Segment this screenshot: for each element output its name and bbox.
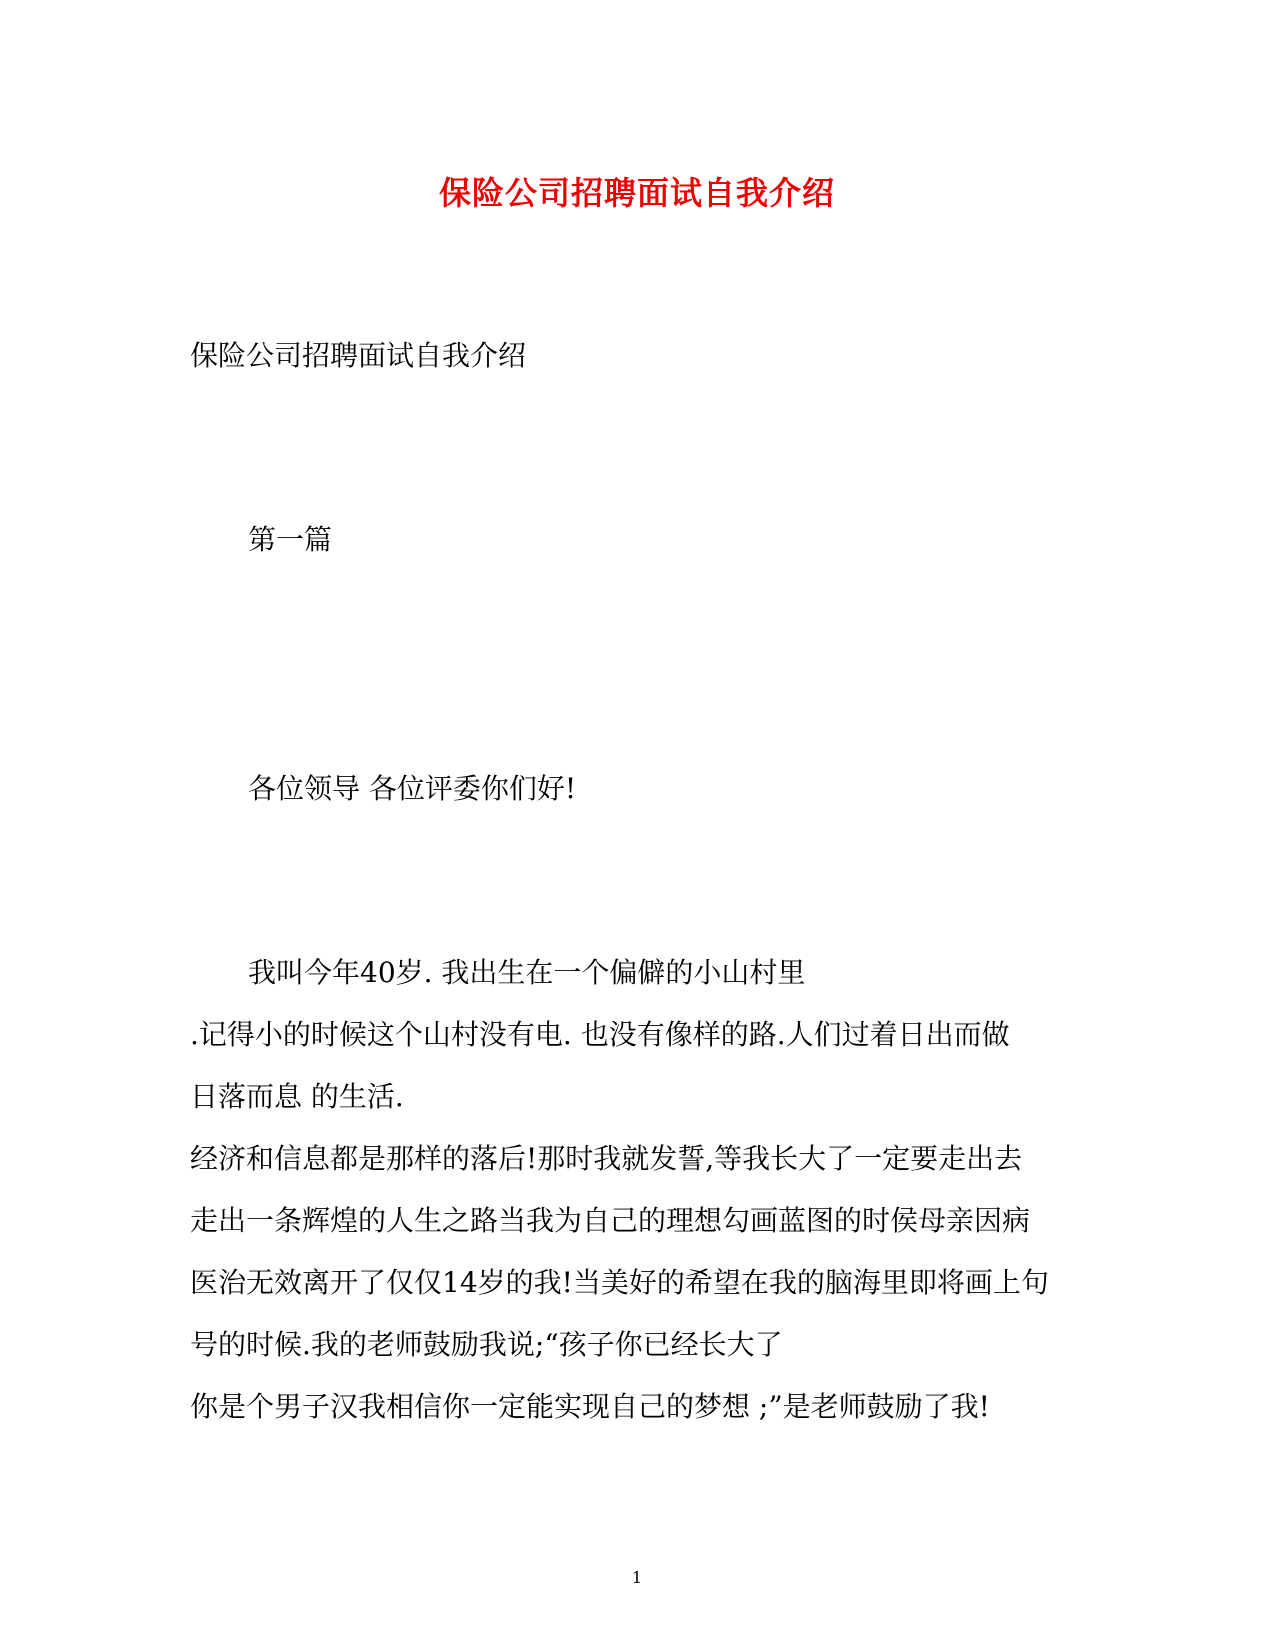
body-line: .记得小的时候这个山村没有电. 也没有像样的路.人们过着日出而做 bbox=[190, 1018, 1010, 1051]
body-line: 走出一条辉煌的人生之路当我为自己的理想勾画蓝图的时侯母亲因病 bbox=[190, 1204, 1031, 1237]
document-subtitle: 保险公司招聘面试自我介绍 bbox=[190, 339, 527, 372]
body-line: 医治无效离开了仅仅14岁的我!当美好的希望在我的脑海里即将画上句 bbox=[190, 1266, 1049, 1299]
body-line: 日落而息 的生活. bbox=[190, 1080, 404, 1113]
body-line: 号的时候.我的老师鼓励我说;“孩子你已经长大了 bbox=[190, 1328, 783, 1361]
section-heading: 第一篇 bbox=[248, 523, 333, 556]
greeting-line: 各位领导 各位评委你们好! bbox=[248, 772, 577, 805]
body-line: 我叫今年40岁. 我出生在一个偏僻的小山村里 bbox=[248, 956, 806, 989]
page-number: 1 bbox=[631, 1568, 643, 1587]
document-title: 保险公司招聘面试自我介绍 bbox=[438, 174, 835, 212]
body-line: 经济和信息都是那样的落后!那时我就发誓,等我长大了一定要走出去 bbox=[190, 1142, 1023, 1175]
body-line: 你是个男子汉我相信你一定能实现自己的梦想 ;”是老师鼓励了我! bbox=[190, 1390, 990, 1423]
